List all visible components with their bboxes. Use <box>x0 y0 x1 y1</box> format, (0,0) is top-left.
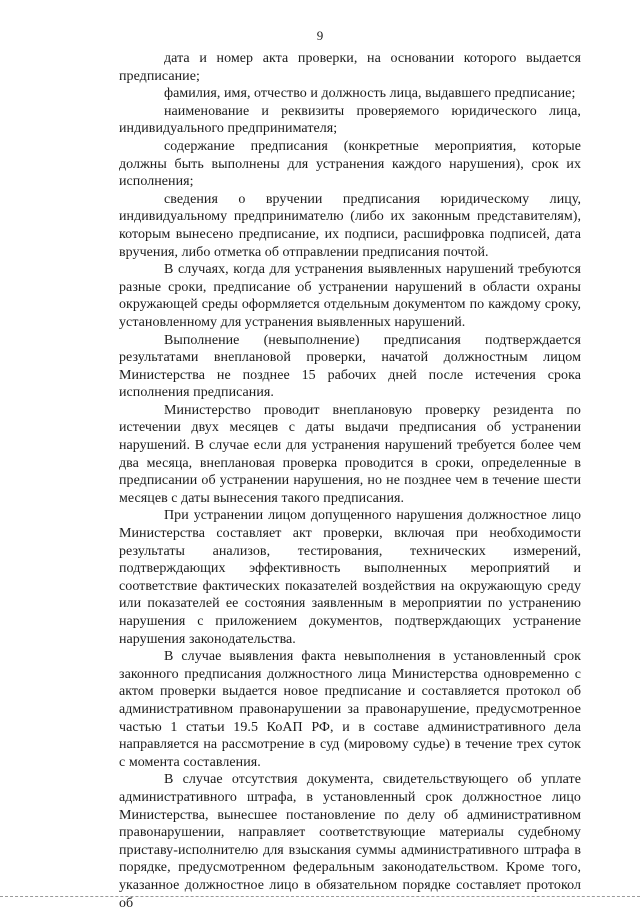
paragraph-non-fulfillment: В случае выявления факта невыполнения в установленный срок законного предписания должностного лица Министерства одновременно с актом проверки выдается новое предписание и составляется протокол об административном правонарушении за правонарушение, предусмотренное частью 1 статьи 19.5 КоАП РФ, и в составе административного дела направляется на рассмотрение в суд (мировому судье) в течение трех суток с момента составления. <box>119 649 581 770</box>
paragraph-fine-payment: В случае отсутствия документа, свидетельствующего об уплате административного штрафа, в установленный срок должностное лицо Министерства, вынесшее постановление по делу об административном правонарушении, направляет соответствующие материалы судебному приставу-исполнителю для взыскания суммы административного штрафа в порядке, предусмотренном федеральным законодательством. Кроме того, указанное должностное лицо в обязательном порядке составляет протокол об <box>119 772 581 911</box>
document-body <box>119 50 581 912</box>
paragraph-fulfillment-check: Выполнение (невыполнение) предписания подтверждается результатами внеплановой проверки, начатой должностным лицом Министерства не позднее 15 рабочих дней после истечения срока исполнения предписания. <box>119 332 581 401</box>
paragraph-act-date: дата и номер акта проверки, на основании которого выдается предписание; <box>119 51 581 84</box>
paragraph-issuer-name: фамилия, имя, отчество и должность лица, выдавшего предписание; <box>164 86 576 102</box>
paragraph-unscheduled-inspection: Министерство проводит внеплановую проверку резидента по истечении двух месяцев с даты выдачи предписания об устранении нарушений. В случае если для устранения нарушений требуется более чем два месяца, внеплановая проверка проводится в сроки, определенные в предписании об устранении нарушения, но не позднее чем в течение шести месяцев с даты вынесения такого предписания. <box>119 402 581 506</box>
paragraph-delivery-info: сведения о вручении предписания юридическому лицу, индивидуальному предпринимателю (либо их законным представителям), которым вынесено предписание, их подписи, расшифровка подписей, дата вручения, либо отметка об отправлении предписания почтой. <box>119 191 581 260</box>
paragraph-different-deadlines: В случаях, когда для устранения выявленных нарушений требуются разные сроки, предписание об устранении нарушений в области охраны окружающей среды оформляется отдельным документом по каждому сроку, установленному для устранения выявленных нарушений. <box>119 262 581 330</box>
page-bottom-edge <box>0 896 640 897</box>
paragraph-entity-details: наименование и реквизиты проверяемого юридического лица, индивидуального предпринимателя; <box>119 103 581 137</box>
page-number: 9 <box>316 28 324 43</box>
paragraph-order-content: содержание предписания (конкретные мероприятия, которые должны быть выполнены для устранения каждого нарушения), срок их исполнения; <box>119 138 581 190</box>
paragraph-inspection-act: При устранении лицом допущенного нарушения должностное лицо Министерства составляет акт проверки, включая при необходимости результаты анализов, тестирования, технических измерений, подтверждающих эффективность выполненных мероприятий и соответствие фактических показателей воздействия на окружающую среду или показателей ее состояния заявленным в мероприятии по устранению нарушения с приложением документов, подтверждающих устранение нарушения законодательства. <box>119 508 581 647</box>
